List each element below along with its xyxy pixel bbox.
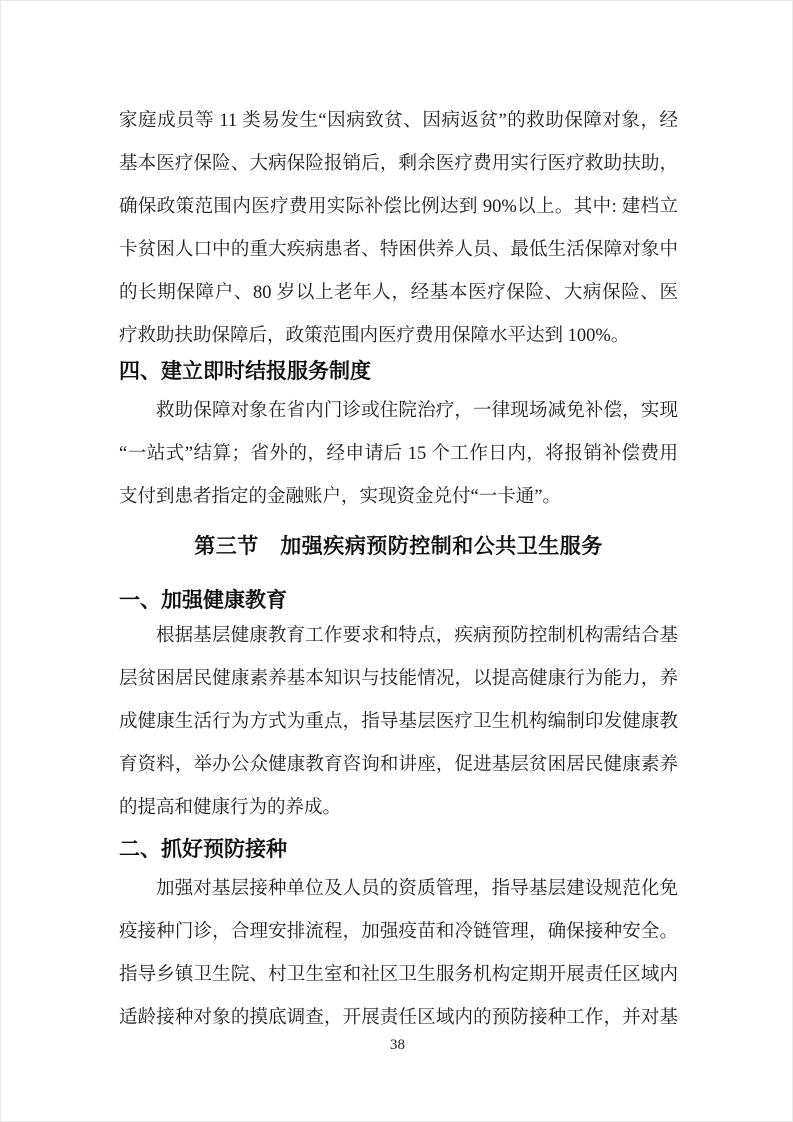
paragraph-medical-assistance: [119, 100, 678, 358]
heading-instant-settlement-system: 四、建立即时结报服务制度: [119, 360, 371, 383]
section-title-disease-prevention: 第三节 加强疾病预防控制和公共卫生服务: [194, 535, 603, 558]
heading-health-education: 一、加强健康教育: [119, 589, 287, 612]
text-line: 支付到患者指定的金融账户，实现资金兑付“一卡通”。: [119, 487, 561, 507]
text-line: 的长期保障户、80 岁以上老年人，经基本医疗保险、大病保险、医: [119, 283, 678, 303]
paragraph-instant-settlement: [119, 390, 678, 519]
paragraph-health-education: [119, 615, 678, 830]
text-line: 救助保障对象在省内门诊或住院治疗，一律现场减免补偿，实现: [156, 401, 678, 421]
page-number: 38: [390, 1037, 405, 1053]
text-line: 疗救助扶助保障后，政策范围内医疗费用保障水平达到 100%。: [119, 326, 630, 346]
text-line: 确保政策范围内医疗费用实际补偿比例达到 90%以上。其中: 建档立: [119, 197, 678, 217]
heading-vaccination: 二、抓好预防接种: [119, 838, 287, 861]
text-line: 基本医疗保险、大病保险报销后，剩余医疗费用实行医疗救助扶助，: [119, 154, 678, 174]
text-line: 的提高和健康行为的养成。: [119, 798, 342, 818]
text-line: 适龄接种对象的摸底调查，开展责任区域内的预防接种工作，并对基: [119, 1008, 678, 1028]
text-line: 层贫困居民健康素养基本知识与技能情况，以提高健康行为能力，养: [119, 669, 678, 689]
text-line: 育资料，举办公众健康教育咨询和讲座，促进基层贫困居民健康素养: [119, 755, 678, 775]
paragraph-vaccination: [119, 868, 678, 1040]
text-line: 加强对基层接种单位及人员的资质管理，指导基层建设规范化免: [156, 879, 678, 899]
text-line: 指导乡镇卫生院、村卫生室和社区卫生服务机构定期开展责任区域内: [119, 965, 678, 985]
text-line: “一站式”结算；省外的，经申请后 15 个工作日内，将报销补偿费用: [119, 444, 678, 464]
text-line: 家庭成员等 11 类易发生“因病致贫、因病返贫”的救助保障对象，经: [119, 111, 678, 131]
text-line: 根据基层健康教育工作要求和特点，疾病预防控制机构需结合基: [156, 626, 678, 646]
text-line: 成健康生活行为方式为重点，指导基层医疗卫生机构编制印发健康教: [119, 712, 678, 732]
text-line: 卡贫困人口中的重大疾病患者、特困供养人员、最低生活保障对象中: [119, 240, 678, 260]
text-line: 疫接种门诊，合理安排流程，加强疫苗和冷链管理，确保接种安全。: [119, 922, 678, 942]
